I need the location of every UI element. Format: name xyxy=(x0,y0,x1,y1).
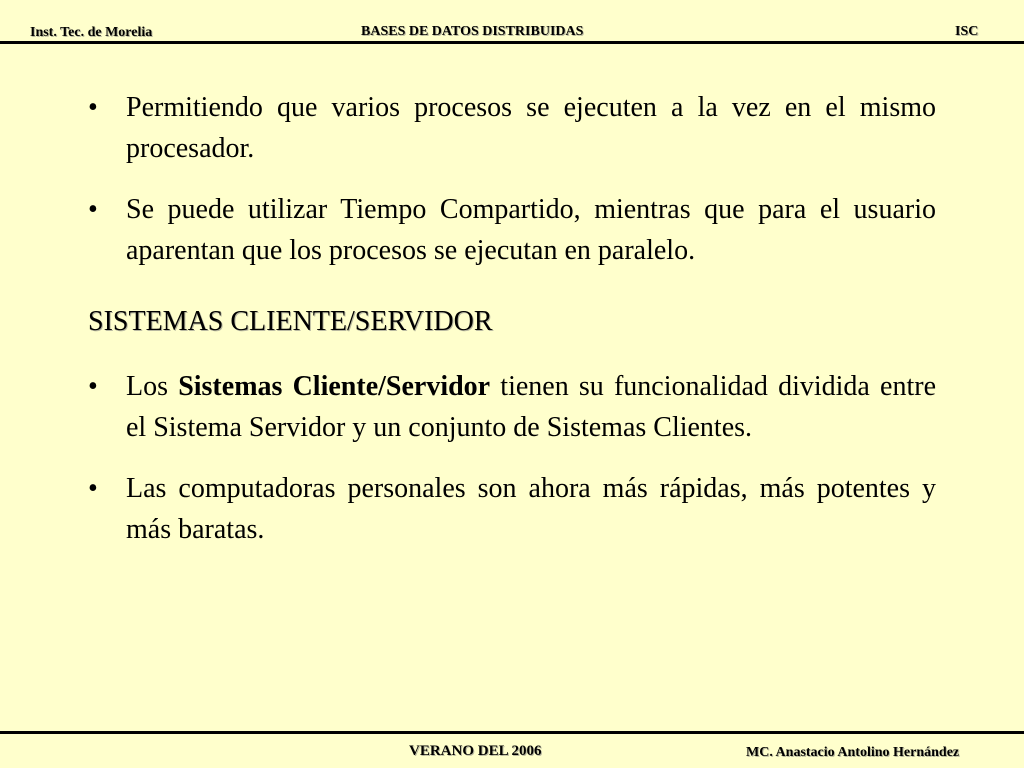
bullet-item xyxy=(88,87,936,169)
header-institution: Inst. Tec. de Morelia xyxy=(30,25,153,40)
bullet-text-bold: Sistemas Cliente/Servidor xyxy=(178,371,491,402)
bullet-item xyxy=(88,468,936,550)
slide-content xyxy=(88,87,936,550)
bullet-dot: • xyxy=(88,371,98,402)
footer-author: MC. Anastacio Antolino Hernández xyxy=(746,745,960,760)
bullet-text: Las computadoras personales son ahora más rápidas, más potentes y más baratas. xyxy=(126,473,936,545)
header-program: ISC xyxy=(955,24,979,39)
bullet-item xyxy=(88,189,936,271)
bullet-text: Se puede utilizar Tiempo Compartido, mientras que para el usuario aparentan que los procesos se ejecutan en paralelo. xyxy=(126,194,936,266)
bullet-text-prefix: Los xyxy=(126,371,168,402)
bullet-dot: • xyxy=(88,92,98,123)
footer-rule xyxy=(0,731,1024,734)
header-rule xyxy=(0,41,1024,44)
bullet-dot: • xyxy=(88,194,98,225)
bullet-dot: • xyxy=(88,473,98,504)
section-title: SISTEMAS CLIENTE/SERVIDOR xyxy=(88,306,493,337)
bullet-item xyxy=(88,366,936,448)
header-course-title: BASES DE DATOS DISTRIBUIDAS xyxy=(361,24,584,39)
footer-term: VERANO DEL 2006 xyxy=(409,743,542,759)
bullet-text-suffix: tienen su funcionalidad dividida entre el Sistema Servidor y un conjunto de Sistemas Clientes. xyxy=(126,371,937,443)
bullet-text: Permitiendo que varios procesos se ejecuten a la vez en el mismo procesador. xyxy=(126,92,936,164)
